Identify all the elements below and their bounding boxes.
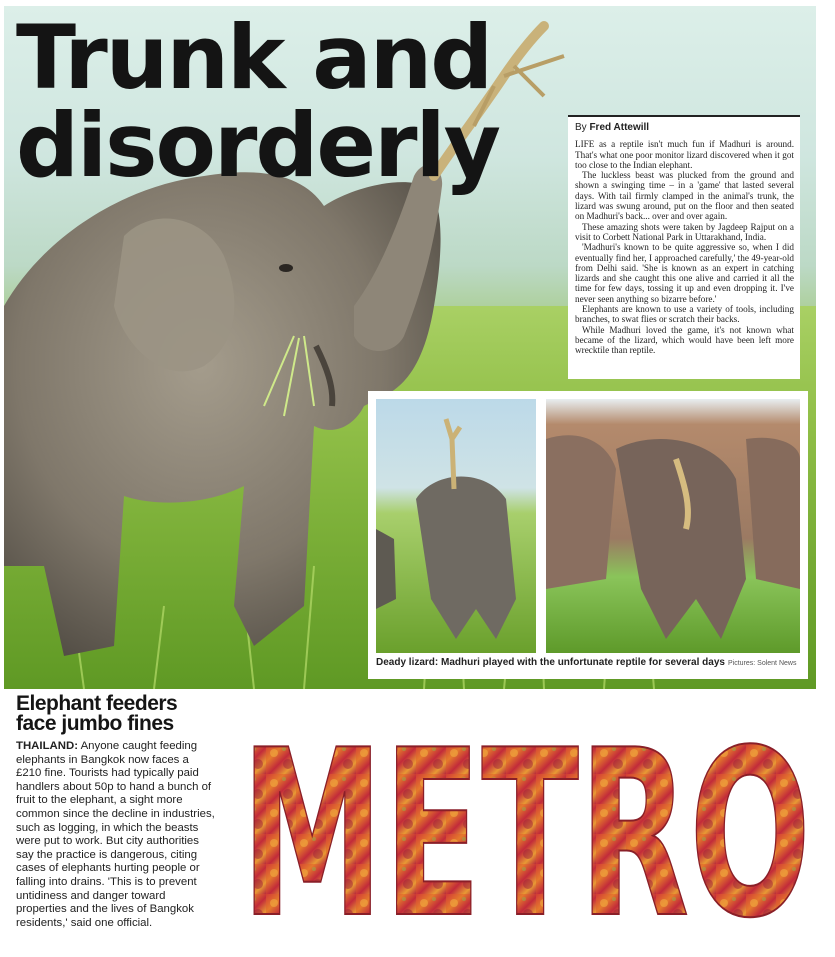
inset-photos (368, 391, 808, 679)
photo-caption (376, 657, 796, 668)
photo-credit: Pictures: Solent News (727, 660, 797, 667)
metro-logo-text: METRO (241, 714, 811, 934)
story-dateline: THAILAND: (16, 740, 79, 752)
byline-author: Fred Attewill (589, 122, 650, 133)
caption-text: Deady lizard: Madhuri played with the unfortunate reptile for several days (376, 657, 725, 668)
headline-line-2: disorderly (16, 94, 499, 197)
story-body (16, 740, 216, 930)
story-headline-line-2: face jumbo fines (16, 712, 174, 735)
article-paragraph-1: LIFE as a reptile isn't much fun if Madhuri is around. That's what one poor monitor lizard discovered when it got too close to the Indian elephant. (575, 139, 794, 170)
inset-photo-left (376, 399, 536, 653)
article-paragraph-4: 'Madhuri's known to be quite aggressive so, when I did eventually find her, I approached carefully,' the 49-year-old from Delhi said. 'She is known as an expert in catching lizards and she caught this one alive and carried it all the time for few days, tossing it up and even dropping it. I've never seen anything so bizarre before.' (575, 242, 794, 304)
article-box (568, 115, 800, 379)
article-paragraph-3: These amazing shots were taken by Jagdeep Rajput on a visit to Corbett National Park in Uttarakhand, India. (575, 221, 794, 242)
article-paragraph-5: Elephants are known to use a variety of tools, including branches, to swat flies or scratch their backs. (575, 304, 794, 325)
metro-logo (236, 714, 816, 934)
byline (575, 123, 794, 133)
article-paragraph-2: The luckless beast was plucked from the ground and shown a swinging time – in a 'game' that lasted several days. With tail firmly clamped in the animal's trunk, the lizard was swung around, put on the floor and then seated on Madhuri's back... over and over again. (575, 170, 794, 222)
story-headline-line-1: Elephant feeders (16, 692, 178, 715)
side-story (16, 694, 216, 930)
inset-photo-right (546, 399, 800, 653)
headline-line-1: Trunk and (16, 6, 492, 109)
byline-label: By (575, 122, 587, 133)
article-paragraph-6: While Madhuri loved the game, it's not known what became of the lizard, which would have been left more wrecktile than reptile. (575, 324, 794, 356)
story-text: Anyone caught feeding elephants in Bangkok now faces a £210 fine. Tourists had typically paid handlers about 50p to hand a bunch of fruit to the elephant, a sight more common since the decline in industries, such as logging, in which the beasts were put to work. But city authorities say the practice is dangerous, citing cases of elephants hurting people or falling into drains. 'This is to prevent untidiness and danger toward properties and the lives of Bangkok residents,' said one official. (16, 740, 215, 929)
story-headline (16, 694, 216, 734)
headline (16, 6, 499, 197)
